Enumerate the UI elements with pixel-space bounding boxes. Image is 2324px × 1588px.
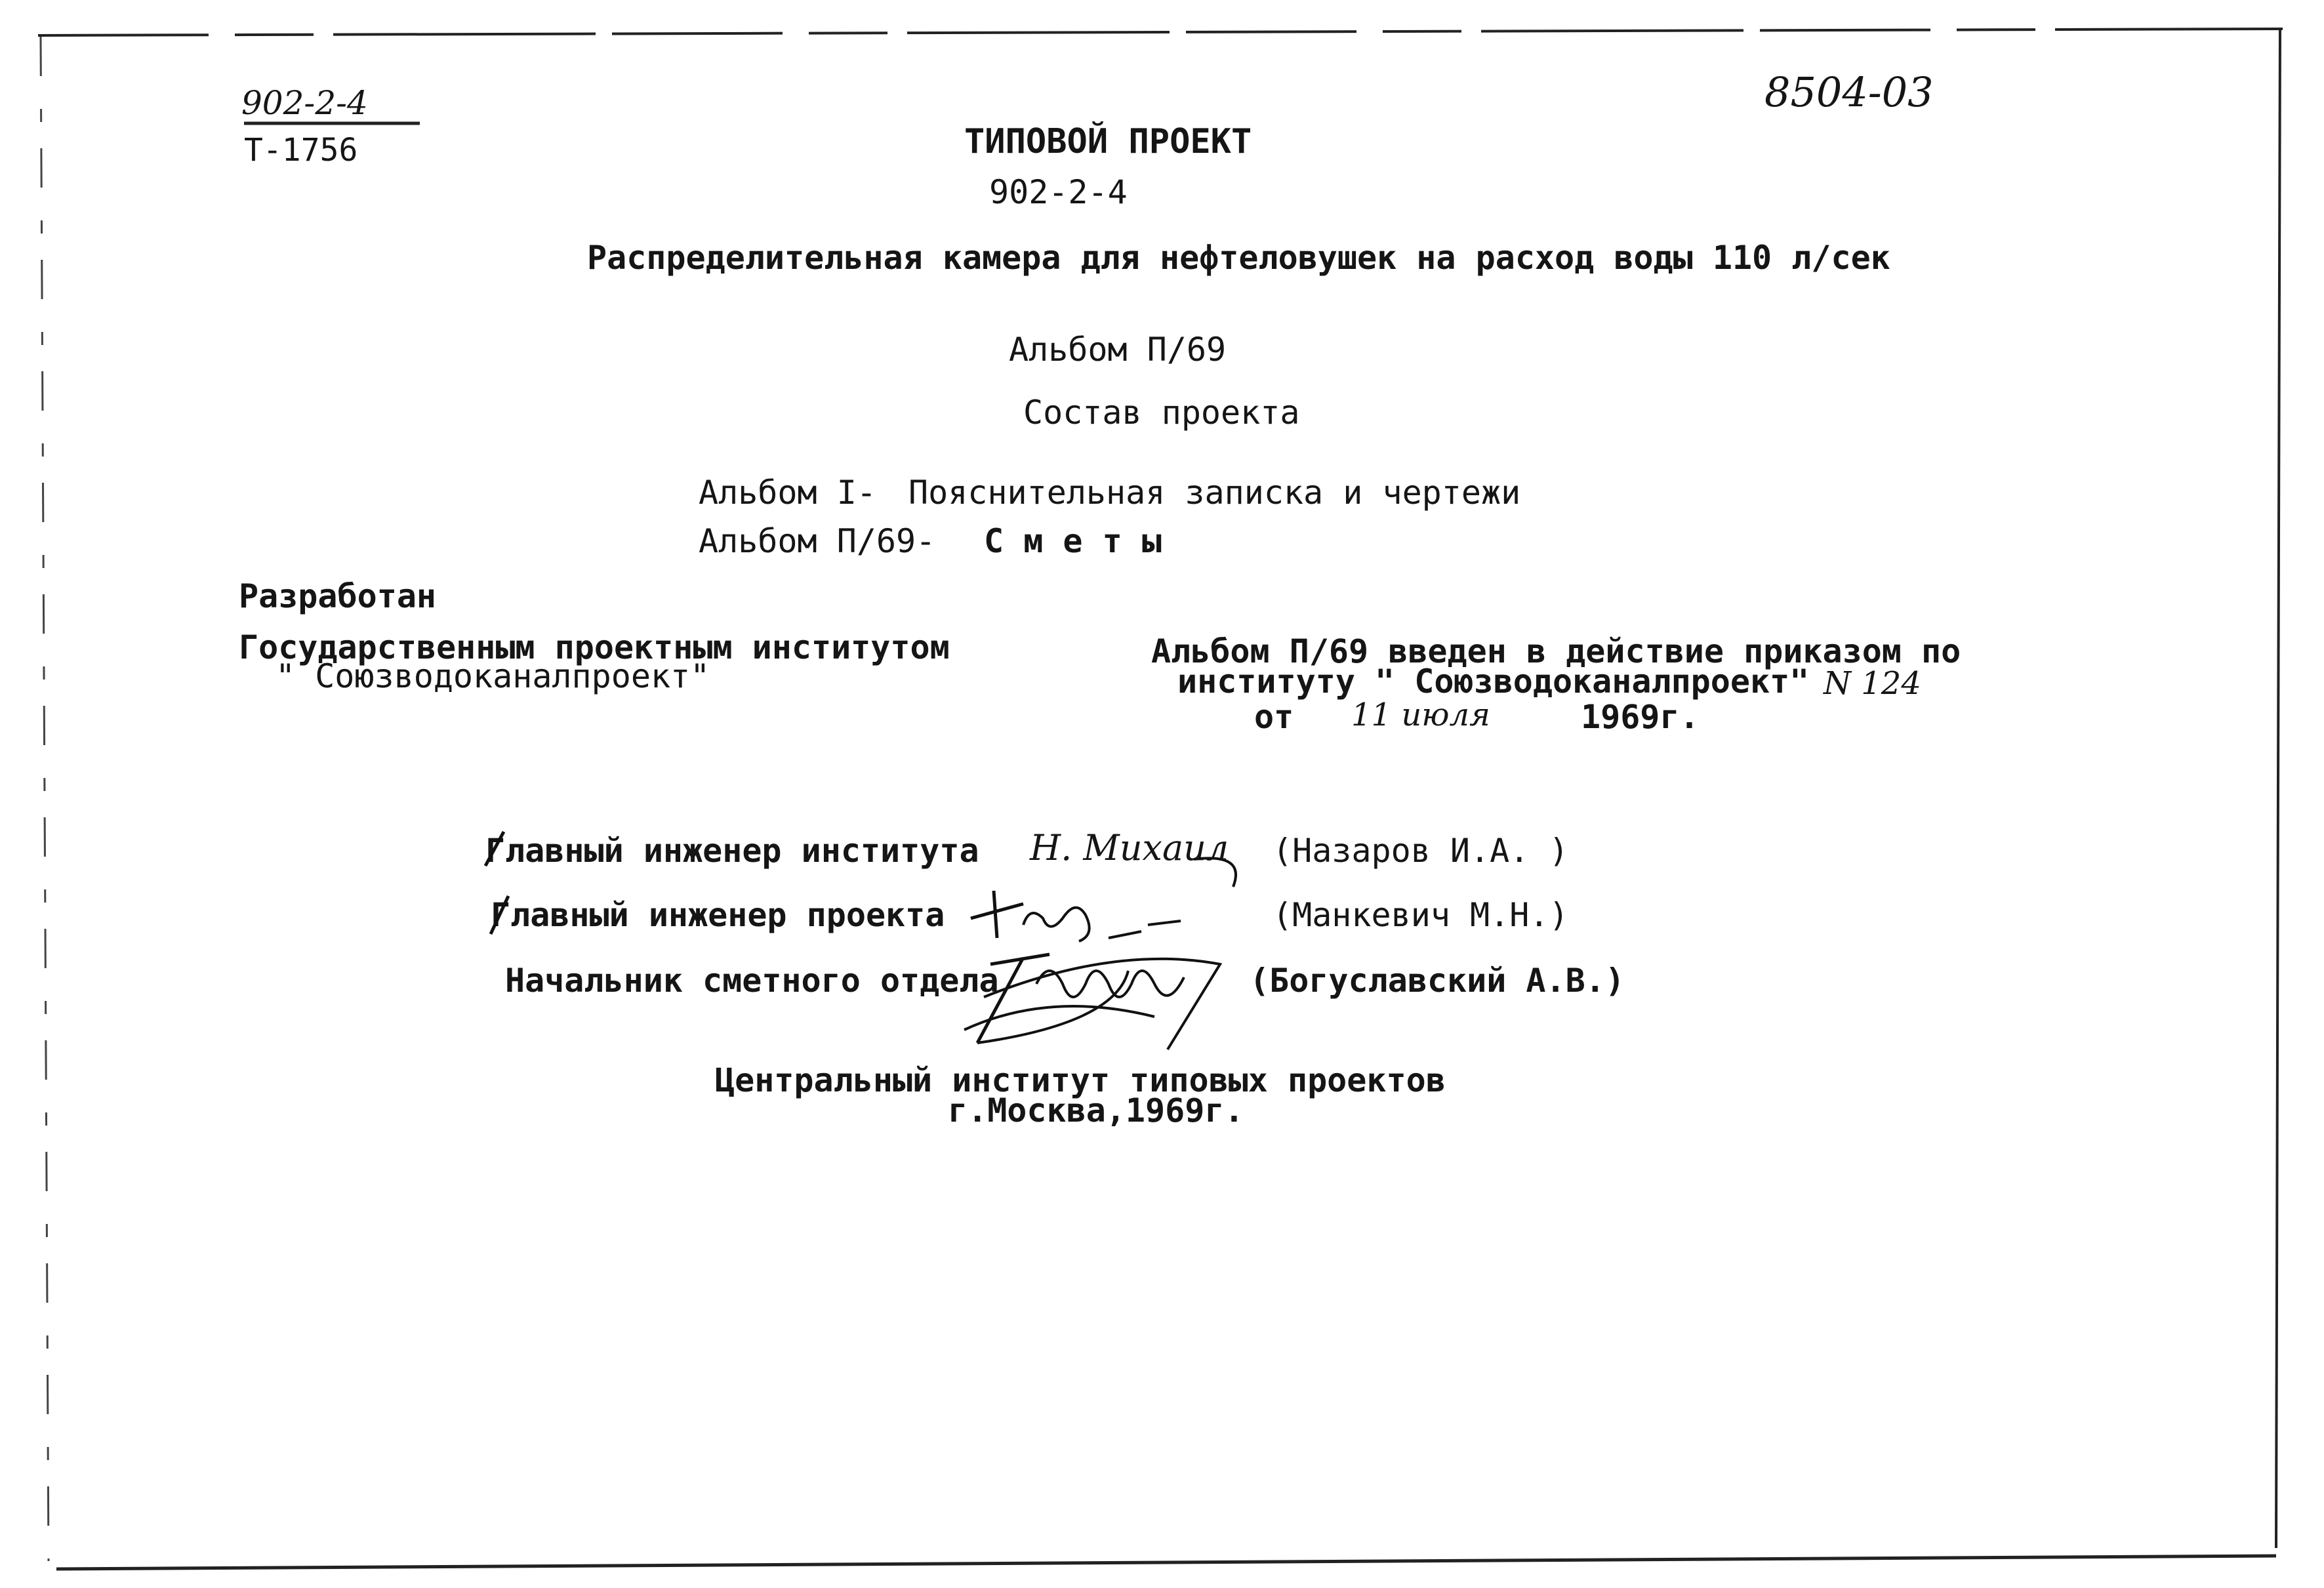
tick-mark-1	[485, 832, 504, 866]
series-code: 902-2-4	[241, 84, 368, 122]
publisher: Центральный институт типовых проектов	[715, 1061, 1446, 1099]
order-day-month: 11 июля	[1351, 697, 1490, 733]
signature-mark-1	[1194, 858, 1236, 887]
signatory-role-3: Начальник сметного отдела	[505, 962, 999, 1000]
composition-content-1: Пояснительная записка и чертежи	[908, 474, 1521, 512]
project-kind: ТИПОВОЙ ПРОЕКТ	[964, 122, 1252, 161]
composition-content-2: С м е т ы	[984, 522, 1162, 560]
order-line-2: институту " Союзводоканалпроект"	[1177, 662, 1810, 701]
tick-mark-2	[491, 896, 508, 934]
developer-line-1: Государственным проектным институтом	[239, 628, 950, 666]
developed-label: Разработан	[239, 577, 437, 615]
project-code: 902-2-4	[989, 173, 1128, 211]
signature-handwritten-1: Н. Михаил	[1030, 827, 1229, 868]
signatory-role-2: Главный инженер проекта	[491, 896, 945, 934]
developer-line-2: " Союзводоканалпроект"	[275, 657, 710, 695]
place-year: г.Москва,1969г.	[948, 1091, 1244, 1130]
signatory-name-3: (Богуславский А.В.)	[1250, 962, 1625, 1000]
inventory-number: Т-1756	[244, 132, 358, 169]
signatory-name-2: (Манкевич М.Н.)	[1273, 896, 1569, 934]
album-label: Альбом П/69	[1009, 331, 1227, 369]
order-number: N 124	[1824, 665, 1921, 702]
signatory-role-1: Главный инженер института	[485, 832, 979, 870]
composition-album-2: Альбом П/69-	[699, 522, 936, 560]
signature-mark-2	[971, 891, 1181, 941]
order-year: 1969г.	[1581, 698, 1700, 736]
project-title: Распределительная камера для нефтеловушек на расход воды 110 л/сек	[587, 239, 1890, 277]
composition-album-1: Альбом I-	[699, 474, 876, 512]
order-line-1: Альбом П/69 введен в действие приказом по	[1151, 632, 1961, 670]
archive-number: 8504-03	[1764, 68, 1934, 116]
order-from: от	[1254, 698, 1294, 736]
signatory-name-1: (Назаров И.А. )	[1273, 832, 1569, 870]
signature-mark-3	[964, 954, 1220, 1049]
composition-heading: Состав проекта	[1023, 394, 1300, 432]
